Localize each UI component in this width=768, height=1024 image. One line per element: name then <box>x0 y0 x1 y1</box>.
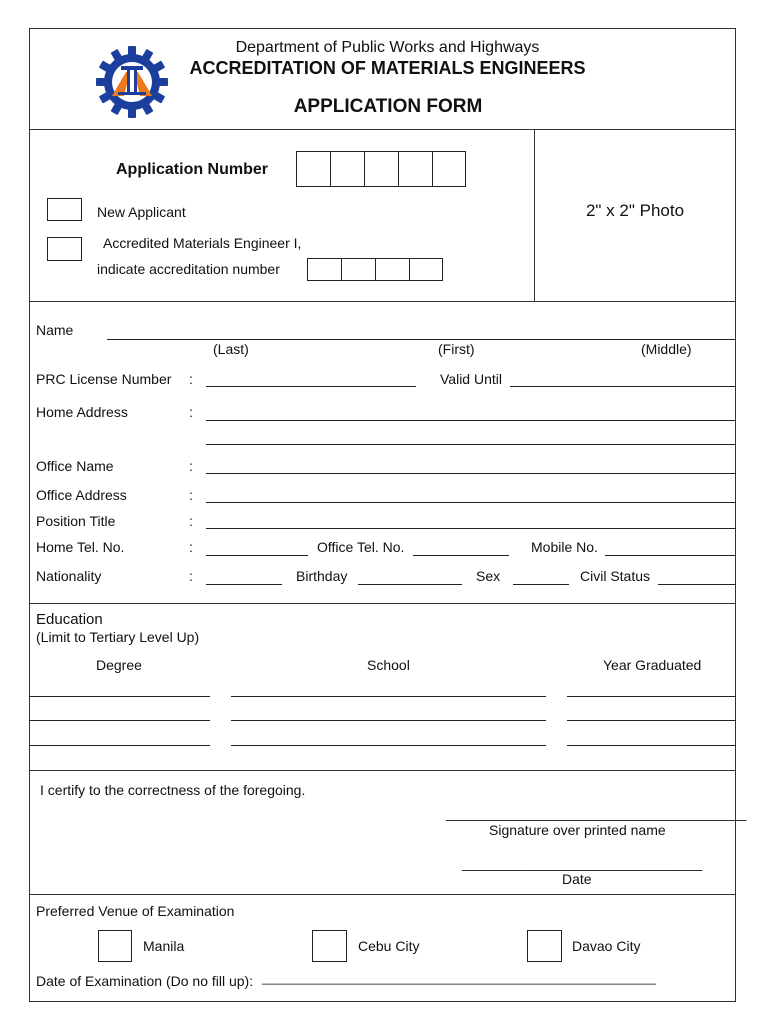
venue-manila-label: Manila <box>143 938 185 954</box>
new-applicant-checkbox[interactable] <box>47 198 82 221</box>
degree-field-1[interactable] <box>29 696 210 697</box>
civil-status-field[interactable] <box>658 584 736 585</box>
home-tel-field[interactable] <box>206 555 308 556</box>
new-applicant-label: New Applicant <box>97 204 186 220</box>
venue-label: Preferred Venue of Examination <box>36 903 235 919</box>
form-subtitle: APPLICATION FORM <box>293 96 483 117</box>
education-school-header: School <box>367 657 410 673</box>
sex-label: Sex <box>476 568 501 584</box>
education-title: Education <box>36 611 103 628</box>
year-field-3[interactable] <box>567 745 736 746</box>
education-year-header: Year Graduated <box>603 657 702 673</box>
accredited-engineer-checkbox[interactable] <box>47 237 82 261</box>
dpwh-gear-seal-icon <box>94 44 170 120</box>
nationality-field[interactable] <box>206 584 282 585</box>
divider-personal <box>29 603 736 604</box>
prc-license-label: PRC License Number <box>36 371 172 387</box>
venue-cebu-label: Cebu City <box>358 938 420 954</box>
application-number-digit-4[interactable] <box>398 151 433 187</box>
department-name: Department of Public Works and Highways <box>235 39 540 56</box>
divider-application <box>29 301 736 302</box>
valid-until-label: Valid Until <box>440 371 502 387</box>
nationality-colon: : <box>189 568 193 584</box>
accredited-engineer-label: Accredited Materials Engineer I, <box>103 235 302 251</box>
mobile-field[interactable] <box>605 555 736 556</box>
exam-date-field: ___________________________________________________________ <box>262 971 656 985</box>
birthday-field[interactable] <box>358 584 462 585</box>
name-middle-caption: (Middle) <box>641 341 692 357</box>
signature-field[interactable]: ________________________________________ <box>446 806 747 821</box>
sex-field[interactable] <box>513 584 569 585</box>
name-first-caption: (First) <box>438 341 475 357</box>
home-tel-colon: : <box>189 539 193 555</box>
office-address-colon: : <box>189 487 193 503</box>
divider-certification <box>29 894 736 895</box>
name-last-caption: (Last) <box>213 341 249 357</box>
name-field[interactable] <box>107 339 736 340</box>
education-degree-header: Degree <box>96 657 142 673</box>
home-address-field-2[interactable] <box>206 444 736 445</box>
school-field-2[interactable] <box>231 720 546 721</box>
venue-manila-checkbox[interactable] <box>98 930 132 962</box>
accreditation-number-digit-2[interactable] <box>341 258 376 281</box>
accreditation-number-digit-4[interactable] <box>409 258 443 281</box>
home-address-colon: : <box>189 404 193 420</box>
office-name-label: Office Name <box>36 458 114 474</box>
office-tel-field[interactable] <box>413 555 509 556</box>
application-number-digit-1[interactable] <box>296 151 331 187</box>
accreditation-number-digit-1[interactable] <box>307 258 342 281</box>
accreditation-number-label: indicate accreditation number <box>97 261 280 277</box>
application-number-digit-5[interactable] <box>432 151 466 187</box>
venue-davao-checkbox[interactable] <box>527 930 562 962</box>
venue-davao-label: Davao City <box>572 938 641 954</box>
nationality-label: Nationality <box>36 568 102 584</box>
application-number-digit-3[interactable] <box>364 151 399 187</box>
date-caption: Date <box>562 871 592 887</box>
prc-colon: : <box>189 371 193 387</box>
application-number-label: Application Number <box>116 161 269 178</box>
office-tel-label: Office Tel. No. <box>317 539 405 555</box>
degree-field-3[interactable] <box>29 745 210 746</box>
date-field[interactable]: ________________________________ <box>462 856 703 871</box>
school-field-1[interactable] <box>231 696 546 697</box>
exam-date-label: Date of Examination (Do no fill up): <box>36 973 254 989</box>
prc-license-field[interactable] <box>206 386 416 387</box>
divider-header <box>29 129 736 130</box>
birthday-label: Birthday <box>296 568 348 584</box>
photo-placeholder: 2" x 2" Photo <box>585 201 685 220</box>
office-name-field[interactable] <box>206 473 736 474</box>
civil-status-label: Civil Status <box>580 568 651 584</box>
school-field-3[interactable] <box>231 745 546 746</box>
divider-education <box>29 770 736 771</box>
accreditation-number-digit-3[interactable] <box>375 258 410 281</box>
position-title-field[interactable] <box>206 528 736 529</box>
venue-cebu-checkbox[interactable] <box>312 930 347 962</box>
home-address-field-1[interactable] <box>206 420 736 421</box>
degree-field-2[interactable] <box>29 720 210 721</box>
form-title: ACCREDITATION OF MATERIALS ENGINEERS <box>189 58 586 78</box>
certification-statement: I certify to the correctness of the foregoing. <box>40 782 306 798</box>
education-note: (Limit to Tertiary Level Up) <box>36 629 200 645</box>
home-tel-label: Home Tel. No. <box>36 539 125 555</box>
year-field-1[interactable] <box>567 696 736 697</box>
valid-until-field[interactable] <box>510 386 736 387</box>
signature-caption: Signature over printed name <box>489 822 666 838</box>
office-address-field[interactable] <box>206 502 736 503</box>
position-title-label: Position Title <box>36 513 116 529</box>
position-title-colon: : <box>189 513 193 529</box>
home-address-label: Home Address <box>36 404 128 420</box>
office-name-colon: : <box>189 458 193 474</box>
year-field-2[interactable] <box>567 720 736 721</box>
mobile-label: Mobile No. <box>531 539 598 555</box>
name-label: Name <box>36 322 74 338</box>
office-address-label: Office Address <box>36 487 127 503</box>
application-number-digit-2[interactable] <box>330 151 365 187</box>
